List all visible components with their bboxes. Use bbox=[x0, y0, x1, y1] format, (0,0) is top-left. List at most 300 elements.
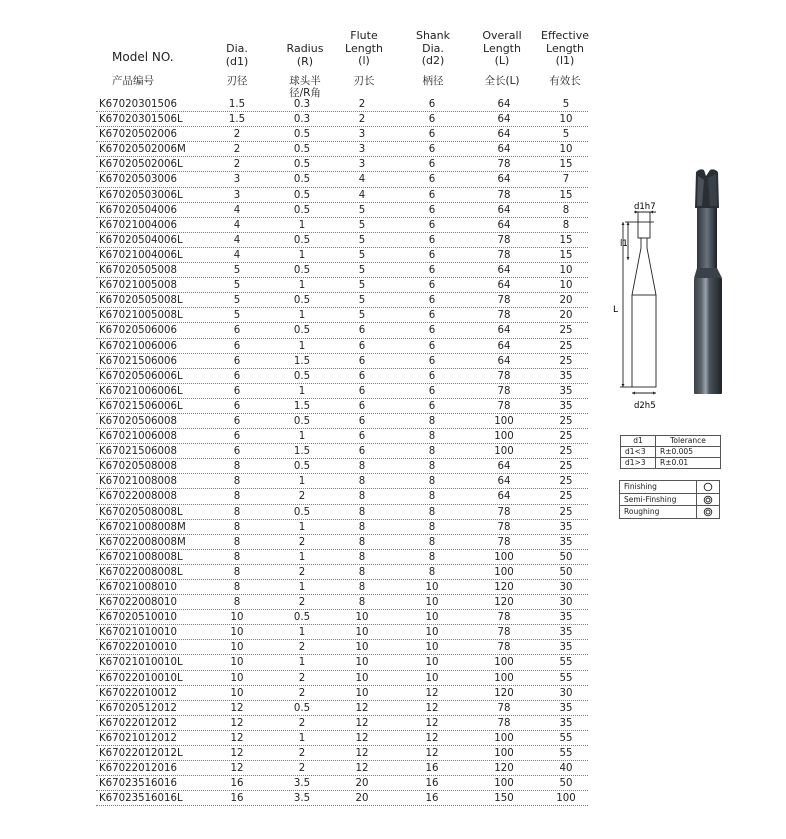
radius-cell: 1 bbox=[298, 657, 306, 669]
overall-length-cell: 100 bbox=[494, 778, 514, 790]
model-no-cell: K67021006006 bbox=[99, 340, 177, 352]
overall-length-cell: 64 bbox=[497, 204, 511, 216]
header-line: Radius bbox=[286, 42, 324, 55]
shank-dia-cell: 6 bbox=[428, 114, 436, 126]
shank-dia-cell: 16 bbox=[425, 778, 439, 790]
radius-cell: 2 bbox=[298, 642, 306, 654]
table-row bbox=[96, 716, 588, 731]
header-flute-length bbox=[324, 30, 404, 68]
shank-dia-cell: 6 bbox=[428, 355, 436, 367]
dia-cell: 4 bbox=[233, 234, 241, 246]
table-row bbox=[96, 172, 588, 187]
header-line: Shank bbox=[415, 29, 451, 42]
shank-dia-cell: 6 bbox=[428, 234, 436, 246]
overall-length-cell: 120 bbox=[494, 582, 514, 593]
dia-cell: 16 bbox=[230, 793, 244, 805]
overall-length-cell: 78 bbox=[497, 310, 511, 322]
dia-cell: 6 bbox=[233, 415, 241, 427]
radius-cell: 0.5 bbox=[293, 702, 311, 714]
effective-length-cell: 10 bbox=[559, 114, 573, 126]
radius-cell: 1 bbox=[298, 340, 306, 352]
table-row bbox=[96, 671, 588, 686]
shank-dia-cell: 12 bbox=[425, 702, 439, 714]
shank-dia-cell: 12 bbox=[425, 748, 439, 760]
table-row bbox=[96, 640, 588, 655]
d1-label: d1h7 bbox=[634, 202, 656, 212]
radius-cell: 0.5 bbox=[293, 265, 311, 277]
l1-label: l1 bbox=[620, 239, 628, 249]
dia-cell: 8 bbox=[233, 491, 241, 503]
overall-length-cell: 100 bbox=[494, 446, 514, 458]
dia-cell: 1.5 bbox=[228, 99, 246, 110]
flute-length-cell: 4 bbox=[358, 174, 366, 186]
model-no-cell: K67021006006L bbox=[99, 385, 183, 397]
header-sub-shank-dia bbox=[393, 75, 473, 87]
table-row bbox=[96, 142, 588, 157]
dia-cell: 6 bbox=[233, 325, 241, 337]
header-sub-line: 有效长 bbox=[549, 75, 581, 87]
finishing-label: Finishing bbox=[620, 481, 697, 494]
shank-dia-cell: 6 bbox=[428, 280, 436, 292]
flute-length-cell: 4 bbox=[358, 189, 366, 201]
shank-dia-cell: 10 bbox=[425, 672, 439, 684]
table-row bbox=[96, 263, 588, 278]
dia-cell: 4 bbox=[233, 204, 241, 216]
dia-cell: 5 bbox=[233, 280, 241, 292]
model-no-cell: K67020301506L bbox=[99, 114, 183, 126]
effective-length-cell: 25 bbox=[559, 461, 573, 473]
shank-dia-cell: 10 bbox=[425, 657, 439, 669]
tolerance-cell: d1<3 bbox=[621, 447, 656, 458]
shank-dia-cell: 6 bbox=[428, 159, 436, 171]
effective-length-cell: 35 bbox=[559, 717, 573, 729]
header-line: Length bbox=[483, 41, 521, 55]
dia-cell: 10 bbox=[230, 657, 244, 669]
table-row bbox=[96, 248, 588, 263]
shank-dia-cell: 6 bbox=[428, 325, 436, 337]
radius-cell: 1 bbox=[298, 219, 306, 231]
dia-cell: 8 bbox=[233, 461, 241, 473]
radius-cell: 2 bbox=[298, 687, 306, 699]
header-line: (l1) bbox=[555, 54, 575, 67]
effective-length-cell: 5 bbox=[562, 129, 570, 141]
radius-cell: 2 bbox=[298, 566, 306, 578]
dia-cell: 8 bbox=[233, 551, 241, 563]
radius-cell: 3.5 bbox=[293, 793, 311, 805]
overall-length-cell: 64 bbox=[497, 355, 511, 367]
shank-dia-cell: 8 bbox=[428, 476, 436, 488]
overall-length-cell: 100 bbox=[494, 672, 514, 684]
header-sub-flute-length bbox=[324, 75, 404, 87]
tolerance-cell: R±0.005 bbox=[656, 447, 721, 458]
overall-length-cell: 78 bbox=[497, 627, 511, 639]
radius-cell: 1.5 bbox=[293, 355, 311, 367]
flute-length-cell: 10 bbox=[355, 672, 369, 684]
effective-length-cell: 25 bbox=[559, 415, 573, 427]
table-row bbox=[96, 218, 588, 233]
overall-length-cell: 64 bbox=[497, 265, 511, 277]
table-row bbox=[96, 655, 588, 670]
table-row bbox=[96, 489, 588, 504]
radius-cell: 2 bbox=[298, 597, 306, 609]
model-no-cell: K67022012012 bbox=[99, 717, 177, 729]
table-row bbox=[96, 731, 588, 746]
radius-cell: 1 bbox=[298, 249, 306, 261]
radius-cell: 1.5 bbox=[293, 446, 311, 458]
flute-length-cell: 8 bbox=[358, 476, 366, 488]
overall-length-cell: 78 bbox=[497, 506, 511, 518]
table-row bbox=[96, 444, 588, 459]
dia-cell: 8 bbox=[233, 521, 241, 533]
model-no-cell: K67021008010 bbox=[99, 582, 177, 593]
model-no-cell: K67020512012 bbox=[99, 702, 177, 714]
effective-length-cell: 50 bbox=[559, 566, 573, 578]
table-row bbox=[96, 520, 588, 535]
tolerance-cell: R±0.01 bbox=[656, 458, 721, 469]
radius-cell: 2 bbox=[298, 748, 306, 760]
header-sub-line: 产品编号 bbox=[112, 75, 154, 87]
table-row bbox=[96, 459, 588, 474]
flute-length-cell: 10 bbox=[355, 612, 369, 624]
radius-cell: 1 bbox=[298, 280, 306, 292]
flute-length-cell: 10 bbox=[355, 687, 369, 699]
overall-length-cell: 100 bbox=[494, 551, 514, 563]
effective-length-cell: 50 bbox=[559, 778, 573, 790]
dia-cell: 6 bbox=[233, 446, 241, 458]
effective-length-cell: 25 bbox=[559, 325, 573, 337]
effective-length-cell: 35 bbox=[559, 536, 573, 548]
dia-cell: 5 bbox=[233, 310, 241, 322]
dia-cell: 10 bbox=[230, 687, 244, 699]
model-no-cell: K67022008008L bbox=[99, 566, 183, 578]
model-no-cell: K67020506006 bbox=[99, 325, 177, 337]
header-sub-line: 刃长 bbox=[353, 75, 375, 87]
shank-dia-cell: 8 bbox=[428, 431, 436, 443]
model-no-cell: K67023516016 bbox=[99, 778, 177, 790]
dia-cell: 8 bbox=[233, 582, 241, 593]
shank-dia-cell: 12 bbox=[425, 732, 439, 744]
header-line: Model NO. bbox=[112, 50, 174, 64]
shank-dia-cell: 16 bbox=[425, 793, 439, 805]
effective-length-cell: 25 bbox=[559, 476, 573, 488]
model-no-cell: K67021010010 bbox=[99, 627, 177, 639]
table-row bbox=[96, 293, 588, 308]
overall-length-cell: 78 bbox=[497, 521, 511, 533]
effective-length-cell: 5 bbox=[562, 99, 570, 110]
shank-dia-cell: 6 bbox=[428, 99, 436, 110]
flute-length-cell: 5 bbox=[358, 249, 366, 261]
radius-cell: 0.3 bbox=[293, 99, 311, 110]
table-row bbox=[96, 565, 588, 580]
effective-length-cell: 25 bbox=[559, 506, 573, 518]
overall-length-cell: 78 bbox=[497, 702, 511, 714]
effective-length-cell: 35 bbox=[559, 702, 573, 714]
table-row bbox=[96, 97, 588, 112]
shank-dia-cell: 16 bbox=[425, 763, 439, 775]
flute-length-cell: 8 bbox=[358, 506, 366, 518]
model-no-cell: K67020510010 bbox=[99, 612, 177, 624]
model-no-cell: K67021506008 bbox=[99, 446, 177, 458]
model-no-cell: K67020505008L bbox=[99, 295, 183, 307]
header-line: (R) bbox=[296, 54, 314, 68]
flute-length-cell: 10 bbox=[355, 642, 369, 654]
model-no-cell: K67021005008L bbox=[99, 310, 183, 322]
overall-length-cell: 100 bbox=[494, 431, 514, 443]
model-no-cell: K67020502006M bbox=[99, 144, 186, 156]
header-sub-line: 刃径 bbox=[226, 75, 248, 87]
header-sub-line: 径/R角 bbox=[289, 87, 321, 99]
flute-length-cell: 8 bbox=[358, 491, 366, 503]
flute-length-cell: 5 bbox=[358, 204, 366, 216]
overall-length-cell: 78 bbox=[497, 370, 511, 382]
header-line: Overall bbox=[482, 29, 522, 42]
flute-length-cell: 12 bbox=[355, 763, 369, 775]
model-no-cell: K67020508008 bbox=[99, 461, 177, 473]
overall-length-cell: 78 bbox=[497, 189, 511, 201]
model-no-cell: K67020506006L bbox=[99, 370, 183, 382]
tolerance-header-tolerance: Tolerance bbox=[656, 436, 721, 447]
model-no-cell: K67021006008 bbox=[99, 431, 177, 443]
effective-length-cell: 8 bbox=[562, 219, 570, 231]
effective-length-cell: 15 bbox=[559, 249, 573, 261]
roughing-label: Roughing bbox=[620, 506, 697, 519]
radius-cell: 0.5 bbox=[293, 129, 311, 141]
flute-length-cell: 3 bbox=[358, 144, 366, 156]
effective-length-cell: 15 bbox=[559, 234, 573, 246]
header-line: Dia. bbox=[226, 42, 248, 55]
table-row bbox=[96, 791, 588, 806]
header-sub-effective-length bbox=[525, 75, 605, 87]
shank-dia-cell: 8 bbox=[428, 446, 436, 458]
model-no-cell: K67020504006L bbox=[99, 234, 183, 246]
table-row bbox=[96, 308, 588, 323]
shank-dia-cell: 10 bbox=[425, 642, 439, 654]
overall-length-cell: 100 bbox=[494, 732, 514, 744]
radius-cell: 0.5 bbox=[293, 174, 311, 186]
flute-length-cell: 6 bbox=[358, 370, 366, 382]
dia-cell: 8 bbox=[233, 566, 241, 578]
table-row bbox=[96, 369, 588, 384]
shank-dia-cell: 8 bbox=[428, 536, 436, 548]
dia-cell: 12 bbox=[230, 748, 244, 760]
overall-length-cell: 78 bbox=[497, 536, 511, 548]
circle-icon bbox=[703, 482, 713, 492]
flute-length-cell: 6 bbox=[358, 400, 366, 412]
flute-length-cell: 6 bbox=[358, 355, 366, 367]
radius-cell: 0.5 bbox=[293, 144, 311, 156]
radius-cell: 1 bbox=[298, 582, 306, 593]
overall-length-cell: 64 bbox=[497, 129, 511, 141]
effective-length-cell: 55 bbox=[559, 732, 573, 744]
overall-length-cell: 100 bbox=[494, 566, 514, 578]
flute-length-cell: 5 bbox=[358, 265, 366, 277]
effective-length-cell: 30 bbox=[559, 687, 573, 699]
effective-length-cell: 10 bbox=[559, 280, 573, 292]
overall-length-cell: 120 bbox=[494, 687, 514, 699]
shank-dia-cell: 8 bbox=[428, 551, 436, 563]
model-no-cell: K67022010010 bbox=[99, 642, 177, 654]
dimension-drawing bbox=[610, 200, 690, 420]
model-no-cell: K67022008010 bbox=[99, 597, 177, 609]
spec-table bbox=[96, 97, 588, 806]
shank-dia-cell: 6 bbox=[428, 295, 436, 307]
header-line: (d2) bbox=[421, 54, 445, 67]
dia-cell: 12 bbox=[230, 763, 244, 775]
dia-cell: 8 bbox=[233, 476, 241, 488]
effective-length-cell: 35 bbox=[559, 627, 573, 639]
effective-length-cell: 7 bbox=[562, 174, 570, 186]
overall-length-cell: 64 bbox=[497, 476, 511, 488]
dia-cell: 2 bbox=[233, 144, 241, 156]
dia-cell: 6 bbox=[233, 340, 241, 352]
table-row bbox=[96, 233, 588, 248]
model-no-cell: K67022012012L bbox=[99, 748, 183, 760]
radius-cell: 2 bbox=[298, 672, 306, 684]
flute-length-cell: 5 bbox=[358, 234, 366, 246]
table-row bbox=[96, 203, 588, 218]
header-sub-line: 球头半 bbox=[289, 75, 321, 87]
shank-dia-cell: 8 bbox=[428, 506, 436, 518]
model-no-cell: K67023516016L bbox=[99, 793, 183, 805]
tolerance-table bbox=[620, 435, 721, 469]
effective-length-cell: 35 bbox=[559, 400, 573, 412]
effective-length-cell: 25 bbox=[559, 431, 573, 443]
effective-length-cell: 55 bbox=[559, 657, 573, 669]
flute-length-cell: 8 bbox=[358, 461, 366, 473]
radius-cell: 0.5 bbox=[293, 234, 311, 246]
model-no-cell: K67021012012 bbox=[99, 732, 177, 744]
dia-cell: 10 bbox=[230, 627, 244, 639]
d2-label: d2h5 bbox=[634, 401, 656, 411]
table-row bbox=[96, 595, 588, 610]
double-circle-icon bbox=[703, 495, 713, 505]
flute-length-cell: 6 bbox=[358, 385, 366, 397]
effective-length-cell: 8 bbox=[562, 204, 570, 216]
dia-cell: 2 bbox=[233, 129, 241, 141]
model-no-cell: K67021008008M bbox=[99, 521, 186, 533]
effective-length-cell: 30 bbox=[559, 582, 573, 593]
shank-dia-cell: 12 bbox=[425, 687, 439, 699]
table-row bbox=[96, 354, 588, 369]
table-row bbox=[96, 505, 588, 520]
radius-cell: 0.5 bbox=[293, 415, 311, 427]
model-no-cell: K67020503006L bbox=[99, 189, 183, 201]
overall-length-cell: 120 bbox=[494, 763, 514, 775]
radius-cell: 0.5 bbox=[293, 325, 311, 337]
radius-cell: 1 bbox=[298, 521, 306, 533]
radius-cell: 2 bbox=[298, 491, 306, 503]
overall-length-cell: 100 bbox=[494, 748, 514, 760]
header-line: Dia. bbox=[422, 41, 444, 55]
dia-cell: 6 bbox=[233, 400, 241, 412]
overall-length-cell: 64 bbox=[497, 340, 511, 352]
dia-cell: 3 bbox=[233, 174, 241, 186]
flute-length-cell: 8 bbox=[358, 551, 366, 563]
shank-dia-cell: 6 bbox=[428, 249, 436, 261]
flute-length-cell: 12 bbox=[355, 717, 369, 729]
table-row bbox=[96, 761, 588, 776]
flute-length-cell: 5 bbox=[358, 219, 366, 231]
dia-cell: 12 bbox=[230, 717, 244, 729]
flute-length-cell: 8 bbox=[358, 582, 366, 593]
table-row bbox=[96, 474, 588, 489]
table-row bbox=[96, 278, 588, 293]
model-no-cell: K67022010012 bbox=[99, 687, 177, 699]
radius-cell: 1 bbox=[298, 385, 306, 397]
overall-length-cell: 78 bbox=[497, 295, 511, 307]
shank-dia-cell: 6 bbox=[428, 400, 436, 412]
flute-length-cell: 8 bbox=[358, 521, 366, 533]
overall-length-cell: 78 bbox=[497, 717, 511, 729]
dia-cell: 6 bbox=[233, 385, 241, 397]
dia-cell: 6 bbox=[233, 355, 241, 367]
flute-length-cell: 6 bbox=[358, 415, 366, 427]
radius-cell: 0.5 bbox=[293, 159, 311, 171]
dia-cell: 10 bbox=[230, 672, 244, 684]
dia-cell: 4 bbox=[233, 249, 241, 261]
shank-dia-cell: 6 bbox=[428, 219, 436, 231]
model-no-cell: K67020504006 bbox=[99, 204, 177, 216]
effective-length-cell: 100 bbox=[556, 793, 576, 805]
model-no-cell: K67020508008L bbox=[99, 506, 183, 518]
header-line: Length bbox=[345, 41, 383, 55]
header-line: (L) bbox=[494, 54, 510, 67]
flute-length-cell: 20 bbox=[355, 793, 369, 805]
radius-cell: 0.3 bbox=[293, 114, 311, 126]
shank-dia-cell: 8 bbox=[428, 521, 436, 533]
radius-cell: 0.5 bbox=[293, 461, 311, 473]
header-effective-length bbox=[525, 30, 605, 68]
table-row bbox=[96, 580, 588, 595]
flute-length-cell: 12 bbox=[355, 748, 369, 760]
header-line: Flute bbox=[350, 29, 378, 42]
model-no-cell: K67021008008L bbox=[99, 551, 183, 563]
effective-length-cell: 35 bbox=[559, 370, 573, 382]
effective-length-cell: 30 bbox=[559, 597, 573, 609]
flute-length-cell: 8 bbox=[358, 597, 366, 609]
shank-dia-cell: 10 bbox=[425, 612, 439, 624]
flute-length-cell: 12 bbox=[355, 732, 369, 744]
shank-dia-cell: 8 bbox=[428, 415, 436, 427]
table-row bbox=[96, 686, 588, 701]
effective-length-cell: 25 bbox=[559, 446, 573, 458]
table-row bbox=[96, 339, 588, 354]
overall-length-cell: 64 bbox=[497, 99, 511, 110]
model-no-cell: K67021506006 bbox=[99, 355, 177, 367]
shank-dia-cell: 6 bbox=[428, 129, 436, 141]
model-no-cell: K67020502006L bbox=[99, 159, 183, 171]
table-row bbox=[96, 157, 588, 172]
overall-length-cell: 78 bbox=[497, 642, 511, 654]
shank-dia-cell: 6 bbox=[428, 340, 436, 352]
effective-length-cell: 15 bbox=[559, 189, 573, 201]
flute-length-cell: 5 bbox=[358, 295, 366, 307]
dia-cell: 10 bbox=[230, 612, 244, 624]
effective-length-cell: 35 bbox=[559, 385, 573, 397]
radius-cell: 2 bbox=[298, 763, 306, 775]
flute-length-cell: 6 bbox=[358, 340, 366, 352]
shank-dia-cell: 10 bbox=[425, 582, 439, 593]
effective-length-cell: 50 bbox=[559, 551, 573, 563]
model-no-cell: K67020505008 bbox=[99, 265, 177, 277]
model-no-cell: K67021506006L bbox=[99, 400, 183, 412]
table-row bbox=[96, 112, 588, 127]
header-shank-dia bbox=[393, 30, 473, 68]
overall-length-cell: 64 bbox=[497, 219, 511, 231]
overall-length-cell: 64 bbox=[497, 114, 511, 126]
flute-length-cell: 10 bbox=[355, 627, 369, 639]
flute-length-cell: 8 bbox=[358, 566, 366, 578]
